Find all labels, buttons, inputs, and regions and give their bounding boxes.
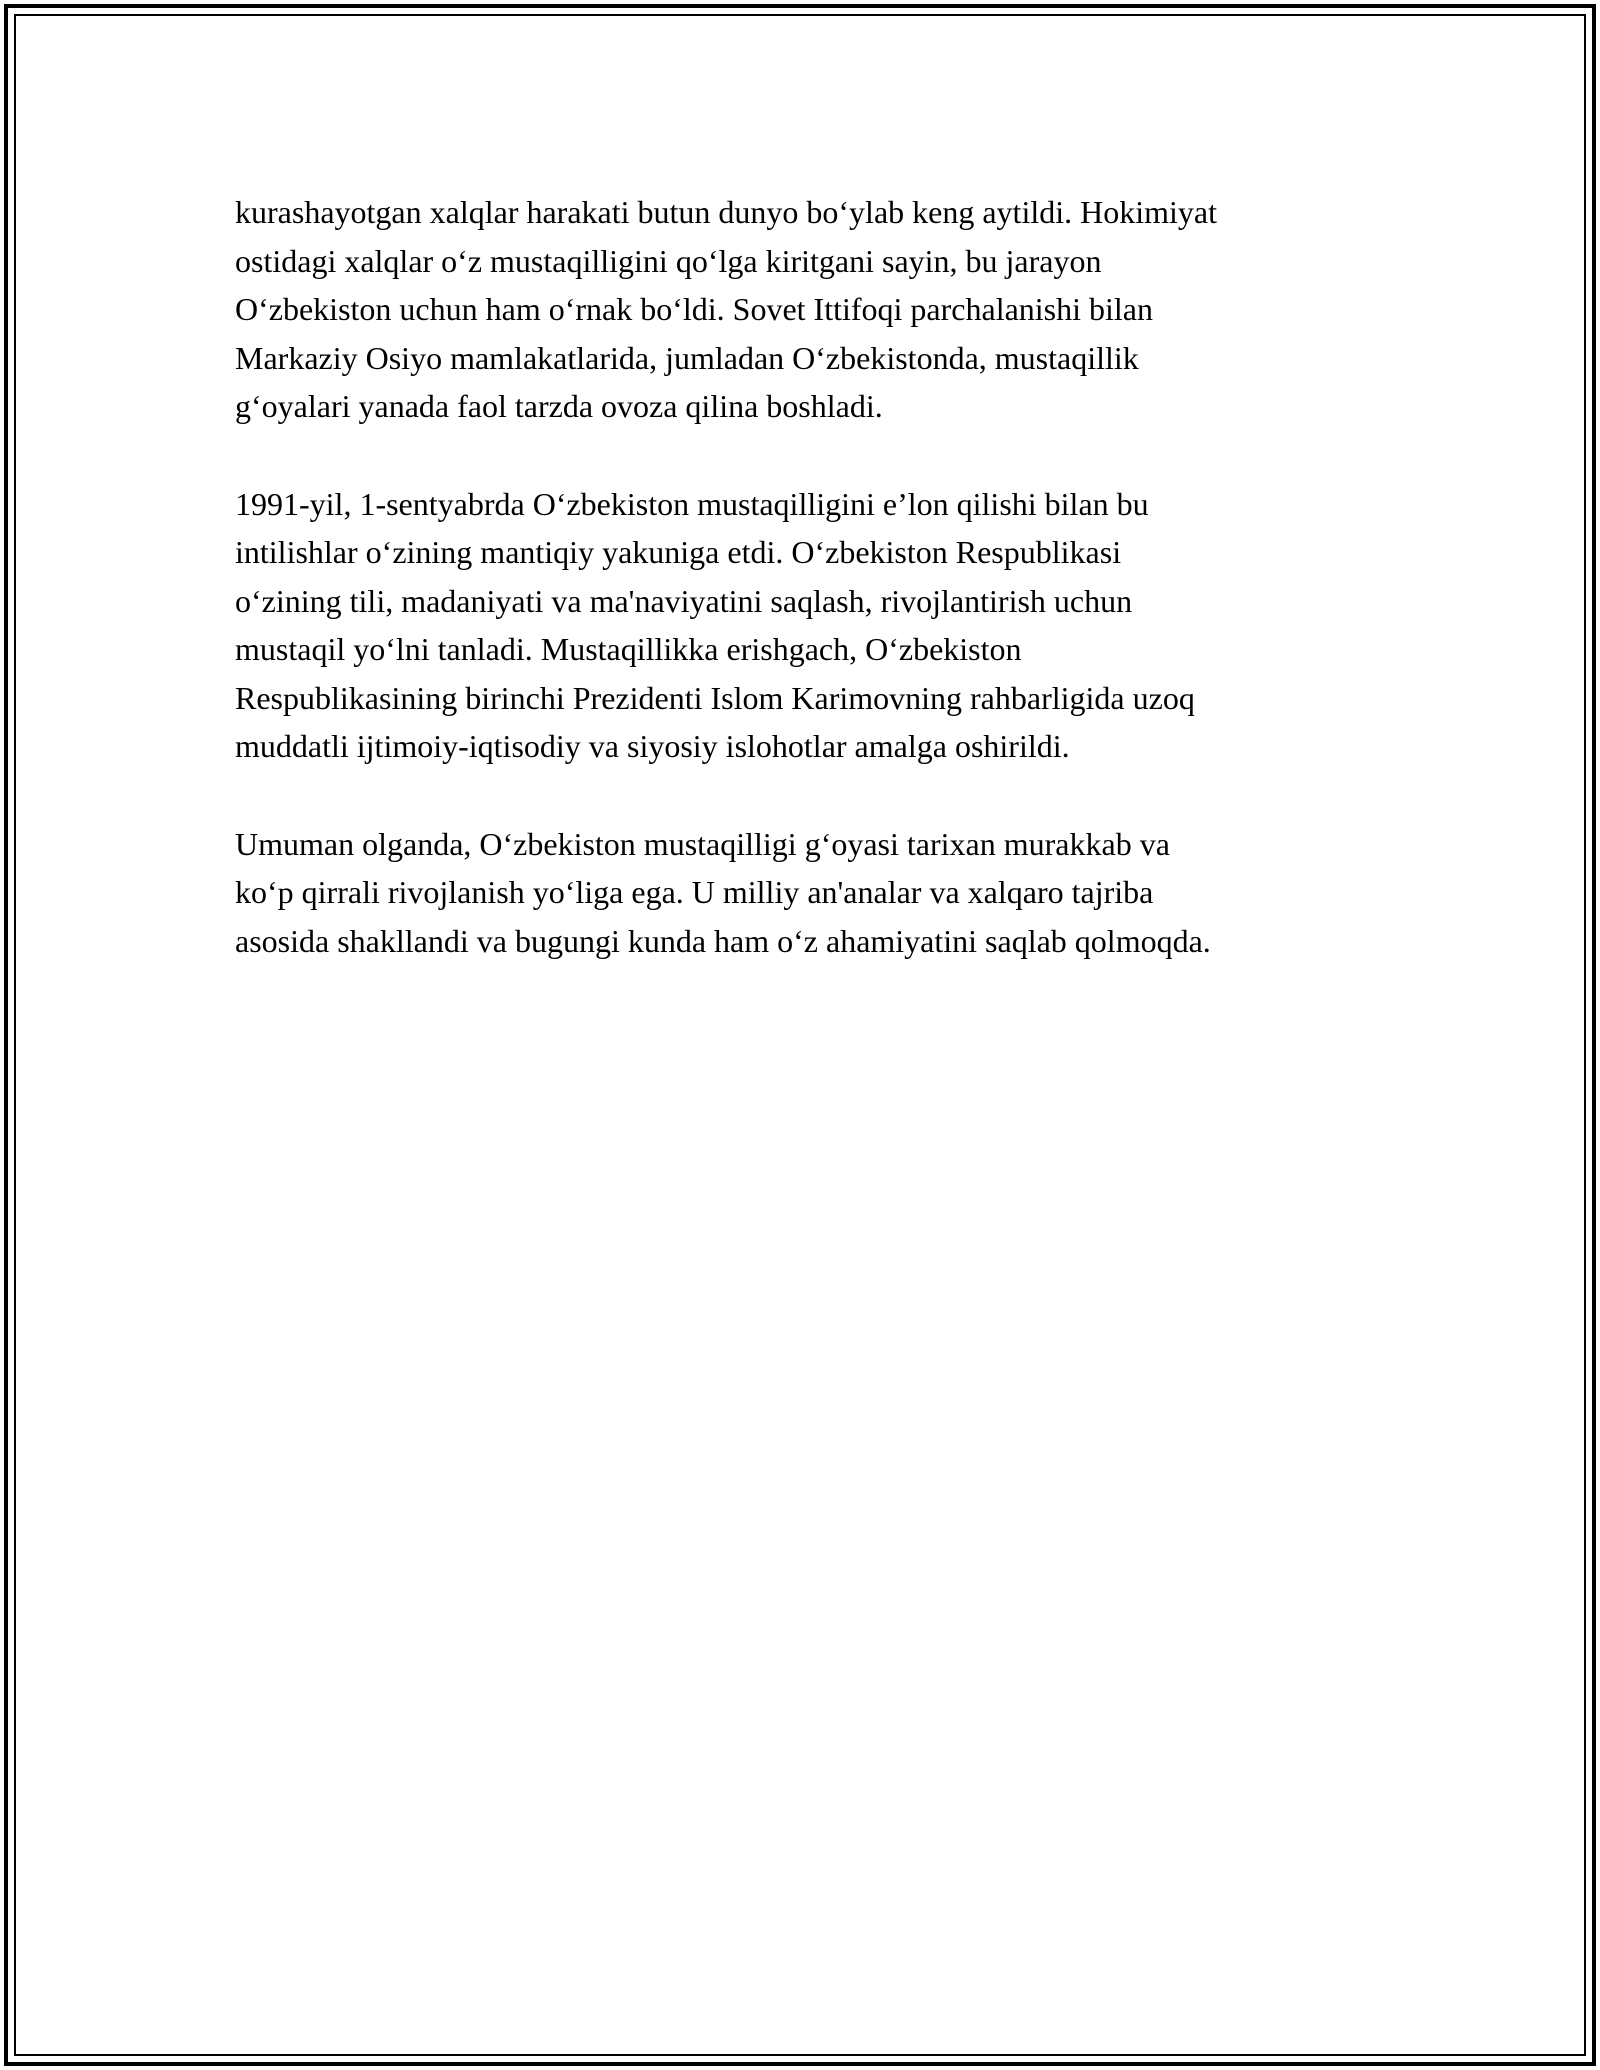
text-line: 1991-yil, 1-sentyabrda O‘zbekiston mustaqilligini e’lon qilishi bilan bu [235, 485, 1149, 522]
text-line: o‘zining tili, madaniyati va ma'naviyatini saqlash, rivojlantirish uchun [235, 582, 1133, 619]
text-line: intilishlar o‘zining mantiqiy yakuniga etdi. O‘zbekiston Respublikasi [235, 534, 1122, 570]
text-line: asosida shakllandi va bugungi kunda ham o‘z ahamiyatini saqlab qolmoqda. [235, 922, 1211, 959]
text-line: ostidagi xalqlar o‘z mustaqilligini qo‘lga kiritgani sayin, bu jarayon [235, 242, 1102, 279]
text-line: Respublikasining birinchi Prezidenti Islom Karimovning rahbarligida uzoq [235, 679, 1195, 716]
text-line: Umuman olganda, O‘zbekiston mustaqilligi g‘oyasi tarixan murakkab va [235, 825, 1170, 862]
text-line: Markaziy Osiyo mamlakatlarida, jumladan O‘zbekistonda, mustaqillik [235, 339, 1139, 376]
paragraph-2 [235, 480, 1375, 771]
document-body [235, 188, 1375, 1014]
text-line: g‘oyalari yanada faol tarzda ovoza qilina boshladi. [235, 388, 883, 424]
paragraph-1 [235, 188, 1375, 431]
text-line: O‘zbekiston uchun ham o‘rnak bo‘ldi. Sovet Ittifoqi parchalanishi bilan [235, 291, 1153, 327]
text-line: mustaqil yo‘lni tanladi. Mustaqillikka erishgach, O‘zbekiston [235, 631, 1022, 667]
text-line: kurashayotgan xalqlar harakati butun dunyo bo‘ylab keng aytildi. Hokimiyat [235, 194, 1217, 230]
paragraph-3 [235, 820, 1375, 966]
text-line: ko‘p qirrali rivojlanish yo‘liga ega. U milliy an'analar va xalqaro tajriba [235, 874, 1154, 910]
text-line: muddatli ijtimoiy-iqtisodiy va siyosiy islohotlar amalga oshirildi. [235, 728, 1070, 764]
